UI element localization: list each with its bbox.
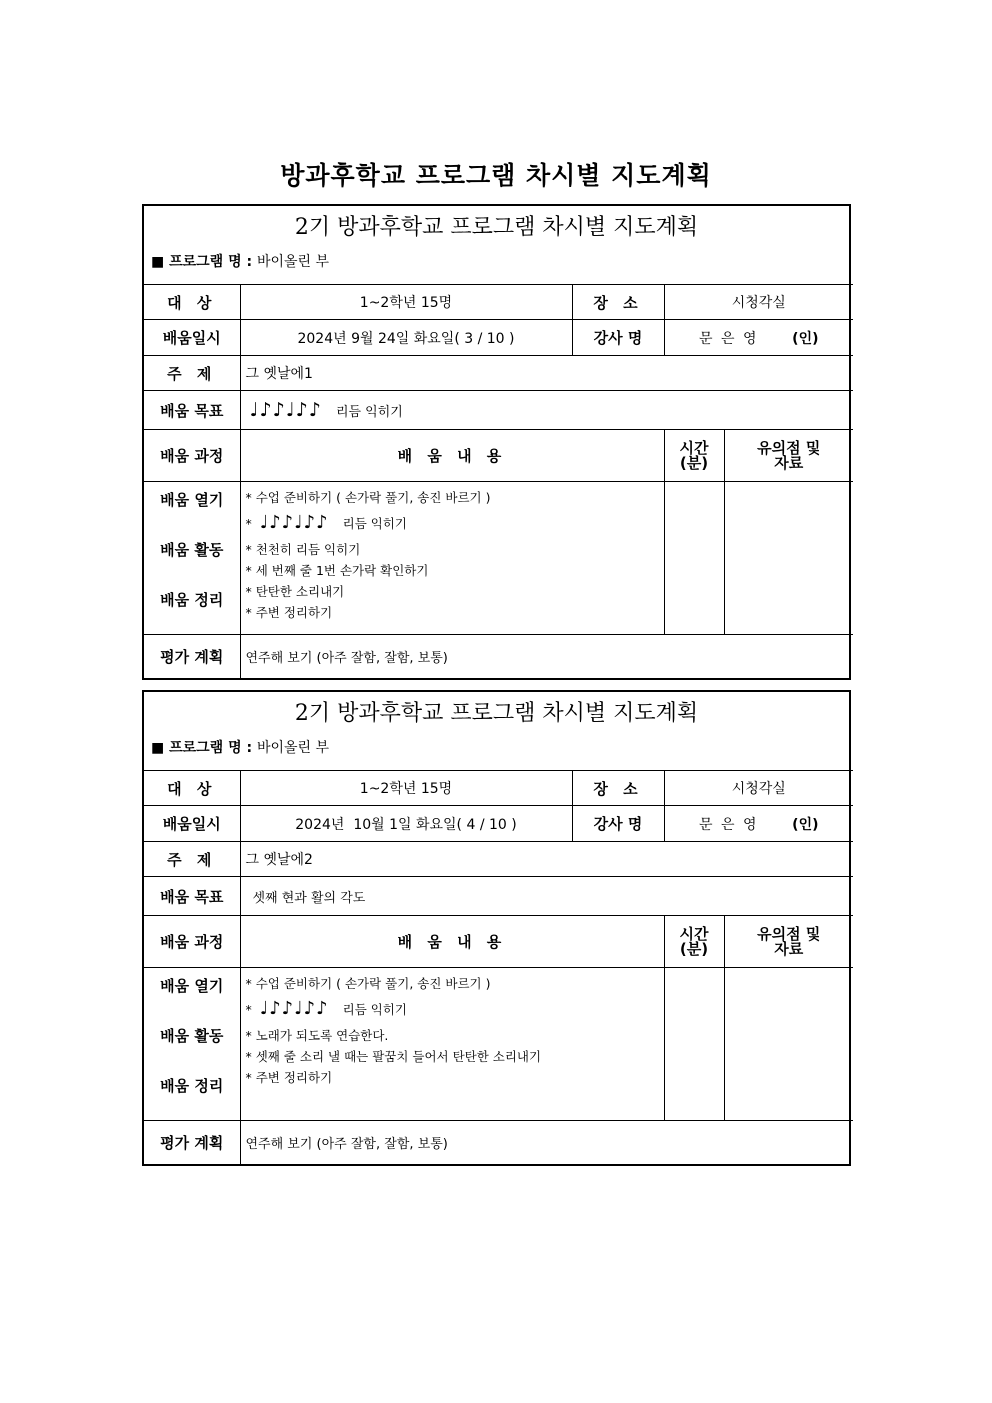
target-label: 대 상: [144, 771, 240, 806]
target-label: 대 상: [144, 285, 240, 320]
process-steps: [144, 968, 240, 1121]
rhythm-notes: ♩♪♪♩♪♪: [259, 998, 329, 1019]
content-header: 배 움 내 용: [240, 430, 664, 482]
content-item: * 주변 정리하기: [245, 1070, 333, 1085]
document-title: 방과후학교 프로그램 차시별 지도계획: [280, 161, 712, 190]
date-label: 배움일시: [144, 320, 240, 356]
place-label: 장 소: [572, 285, 664, 320]
content-list: [240, 482, 664, 635]
step-activity: 배움 활동: [160, 541, 224, 559]
content-header: 배 움 내 용: [240, 916, 664, 968]
date-label: 배움일시: [144, 806, 240, 842]
notes-header: 유의점 및 자료: [724, 430, 853, 482]
target-value: 1~2학년 15명: [240, 285, 572, 320]
notes-cell: [724, 482, 853, 635]
goal-label: 배움 목표: [144, 391, 240, 430]
step-open: 배움 열기: [160, 977, 224, 995]
program-name-line: [144, 248, 849, 284]
content-item: * ♩♪♪♩♪♪ 리듬 익히기: [245, 512, 407, 533]
program-name-line: [144, 734, 849, 770]
place-label: 장 소: [572, 771, 664, 806]
lesson-plan-1: [142, 204, 851, 680]
program-name-label: ■ 프로그램 명 :: [151, 254, 257, 270]
process-label: 배움 과정: [144, 430, 240, 482]
plan-table: [144, 284, 853, 679]
content-item: * ♩♪♪♩♪♪ 리듬 익히기: [245, 998, 407, 1019]
topic-value: 그 옛날에2: [240, 842, 853, 877]
step-close: 배움 정리: [160, 591, 224, 609]
program-name-value: 바이올린 부: [256, 740, 330, 756]
content-item: * 셋째 줄 소리 낼 때는 팔꿈치 들어서 탄탄한 소리내기: [245, 1049, 542, 1064]
teacher-label: 강사 명: [572, 320, 664, 356]
teacher-label: 강사 명: [572, 806, 664, 842]
time-cell: [664, 968, 724, 1121]
process-steps: [144, 482, 240, 635]
program-name-label: ■ 프로그램 명 :: [151, 740, 257, 756]
target-value: 1~2학년 15명: [240, 771, 572, 806]
content-item: * 천천히 리듬 익히기: [245, 542, 361, 557]
content-item: * 세 번째 줄 1번 손가락 확인하기: [245, 563, 429, 578]
teacher-name: 문 은 영: [699, 816, 759, 833]
content-item: * 탄탄한 소리내기: [245, 584, 345, 599]
program-name-value: 바이올린 부: [256, 254, 330, 270]
time-cell: [664, 482, 724, 635]
content-item: * 노래가 되도록 연습한다.: [245, 1028, 389, 1043]
step-open: 배움 열기: [160, 491, 224, 509]
notes-header: 유의점 및 자료: [724, 916, 853, 968]
place-value: 시청각실: [664, 771, 853, 806]
date-value: 2024년 9월 24일 화요일( 3 / 10 ): [240, 320, 572, 356]
date-value: 2024년 10월 1일 화요일( 4 / 10 ): [240, 806, 572, 842]
goal-text: 리듬 익히기: [335, 405, 403, 420]
lesson-plan-2: [142, 690, 851, 1166]
content-item: * 수업 준비하기 ( 손가락 풀기, 송진 바르기 ): [245, 490, 491, 505]
notes-cell: [724, 968, 853, 1121]
plan-title: 2기 방과후학교 프로그램 차시별 지도계획: [294, 701, 699, 726]
process-label: 배움 과정: [144, 916, 240, 968]
step-activity: 배움 활동: [160, 1027, 224, 1045]
place-value: 시청각실: [664, 285, 853, 320]
goal-value: [240, 391, 853, 430]
teacher-value: [664, 806, 853, 842]
teacher-value: [664, 320, 853, 356]
topic-value: 그 옛날에1: [240, 356, 853, 391]
content-item: * 수업 준비하기 ( 손가락 풀기, 송진 바르기 ): [245, 976, 491, 991]
evaluation-value: 연주해 보기 (아주 잘함, 잘함, 보통): [240, 635, 853, 679]
rhythm-notes: ♩♪♪♩♪♪: [259, 512, 329, 533]
time-header: 시간 (분): [664, 916, 724, 968]
plan-table: [144, 770, 853, 1165]
content-list: [240, 968, 664, 1121]
rhythm-notes: ♩♪♪♩♪♪: [249, 399, 322, 421]
goal-label: 배움 목표: [144, 877, 240, 916]
evaluation-label: 평가 계획: [144, 635, 240, 679]
topic-label: 주 제: [144, 842, 240, 877]
plan-title: 2기 방과후학교 프로그램 차시별 지도계획: [294, 215, 699, 240]
time-header: 시간 (분): [664, 430, 724, 482]
seal-mark: (인): [792, 330, 819, 347]
step-close: 배움 정리: [160, 1077, 224, 1095]
teacher-name: 문 은 영: [699, 330, 759, 347]
goal-value: 셋째 현과 활의 각도: [240, 877, 853, 916]
seal-mark: (인): [792, 816, 819, 833]
content-item: * 주변 정리하기: [245, 605, 333, 620]
topic-label: 주 제: [144, 356, 240, 391]
evaluation-label: 평가 계획: [144, 1121, 240, 1165]
evaluation-value: 연주해 보기 (아주 잘함, 잘함, 보통): [240, 1121, 853, 1165]
